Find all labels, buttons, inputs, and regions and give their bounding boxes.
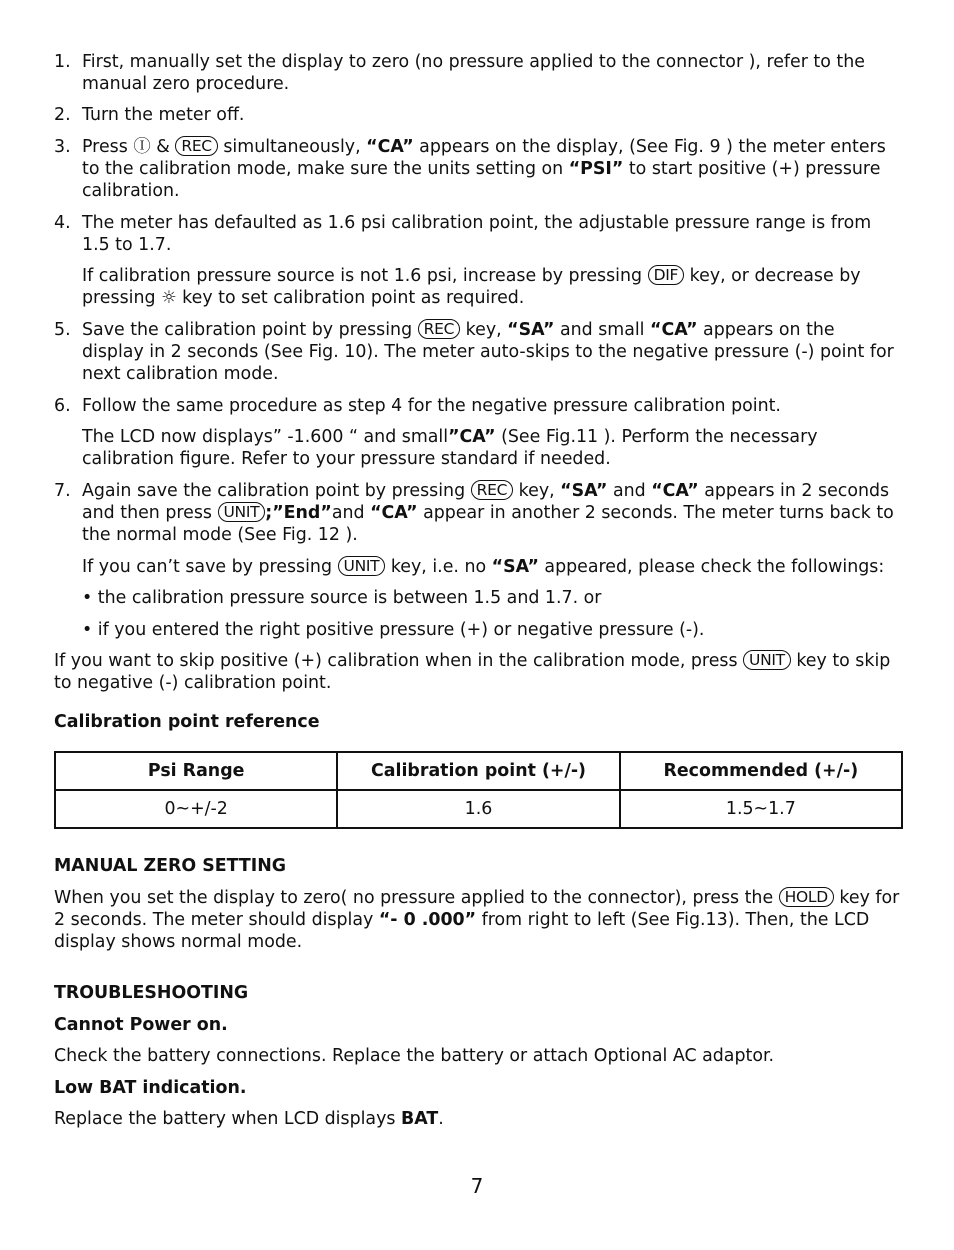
text-run: key, xyxy=(513,481,561,501)
rec-key-icon: REC xyxy=(471,480,514,500)
bold-text: “CA” xyxy=(366,137,414,157)
bold-text: “SA” xyxy=(560,481,608,501)
bold-text: “PSI” xyxy=(568,159,624,179)
table-header: Calibration point (+/-) xyxy=(337,752,619,790)
text-run: The LCD now displays” -1.600 “ and small xyxy=(82,427,449,447)
text-run: When you set the display to zero( no pressure applied to the connector), press the xyxy=(54,888,779,908)
table-cell: 1.5~1.7 xyxy=(620,790,902,828)
bold-text: “- 0 .000” xyxy=(378,910,477,930)
troubleshooting-heading: TROUBLESHOOTING xyxy=(54,983,249,1003)
text-run: If you want to skip positive (+) calibration when in the calibration mode, press xyxy=(54,651,744,671)
text-run: and small xyxy=(554,320,651,340)
text-run: . xyxy=(438,1109,444,1129)
text-run: appears on the display in 2 seconds (See Fig. 10). The meter auto-skips to the negative pressure (-) point for next calibration mode. xyxy=(82,320,894,384)
text-run: Replace the battery when LCD displays xyxy=(54,1109,401,1129)
text-run: appear in another 2 seconds. The meter turns back to the normal mode (See Fig. 12 ). xyxy=(82,503,894,545)
step-1 xyxy=(54,51,900,95)
step-number: 5. xyxy=(54,320,71,340)
step-4 xyxy=(54,212,900,256)
text-run: (See Fig.11 ). Perform the necessary calibration figure. Refer to your pressure standard if needed. xyxy=(82,427,818,469)
backlight-key-icon: ☼ xyxy=(161,288,177,308)
bat-heading: Low BAT indication. xyxy=(54,1078,247,1098)
step-text: Follow the same procedure as step 4 for the negative pressure calibration point. xyxy=(82,396,781,416)
text-run: key, or decrease by pressing xyxy=(82,266,861,308)
step-number: 7. xyxy=(54,481,71,501)
bold-text: ;”End” xyxy=(265,503,332,523)
bold-text: “CA” xyxy=(651,481,699,501)
power-text: Check the battery connections. Replace the battery or attach Optional AC adaptor. xyxy=(54,1046,775,1066)
step-text: Turn the meter off. xyxy=(82,105,245,125)
table-header: Psi Range xyxy=(55,752,337,790)
text-run: & xyxy=(150,137,176,157)
text-run: If calibration pressure source is not 1.6 psi, increase by pressing xyxy=(82,266,648,286)
text-run: Again save the calibration point by pressing xyxy=(82,481,471,501)
step-number: 4. xyxy=(54,213,71,233)
step-number: 1. xyxy=(54,52,71,72)
step-2 xyxy=(54,104,900,126)
step-4-note xyxy=(82,265,900,309)
bold-text: “CA” xyxy=(370,503,418,523)
unit-key-icon: UNIT xyxy=(743,650,791,670)
step-number: 2. xyxy=(54,105,71,125)
text-run: appeared, please check the followings: xyxy=(538,557,885,577)
text-run: appears in 2 seconds and then press xyxy=(82,481,890,523)
table-cell: 0~+/-2 xyxy=(55,790,337,828)
text-run: and xyxy=(607,481,652,501)
step-7-note xyxy=(82,556,900,578)
step-6 xyxy=(54,395,900,417)
step-text: First, manually set the display to zero (no pressure applied to the connector ), refer to the manual zero procedure. xyxy=(82,52,865,94)
step-text: The meter has defaulted as 1.6 psi calibration point, the adjustable pressure range is from 1.5 to 1.7. xyxy=(82,213,872,255)
check-bullet: • if you entered the right positive pressure (+) or negative pressure (-). xyxy=(82,620,705,640)
step-3 xyxy=(54,136,900,202)
power-key-icon: Ⓘ xyxy=(133,137,151,157)
text-run: key to set calibration point as required. xyxy=(176,288,525,308)
bold-text: ”CA” xyxy=(448,427,496,447)
step-number: 6. xyxy=(54,396,71,416)
calibration-heading: Calibration point reference xyxy=(54,712,320,732)
text-run: and xyxy=(331,503,371,523)
bold-text: “CA” xyxy=(650,320,698,340)
power-heading: Cannot Power on. xyxy=(54,1015,228,1035)
manual-zero-heading: MANUAL ZERO SETTING xyxy=(54,856,287,876)
skip-paragraph xyxy=(54,650,900,694)
text-run: Press xyxy=(82,137,134,157)
text-run: simultaneously, xyxy=(217,137,367,157)
text-run: appears on the display, (See Fig. 9 ) the meter enters to the calibration mode, make sure the units setting on xyxy=(82,137,886,179)
check-bullet: • the calibration pressure source is between 1.5 and 1.7. or xyxy=(82,588,602,608)
hold-key-icon: HOLD xyxy=(779,887,834,907)
text-run: Save the calibration point by pressing xyxy=(82,320,418,340)
calibration-table xyxy=(54,751,903,829)
step-6-note xyxy=(82,426,900,470)
text-run: If you can’t save by pressing xyxy=(82,557,338,577)
unit-key-icon: UNIT xyxy=(338,556,386,576)
step-text xyxy=(82,136,900,202)
text-run: from right to left (See Fig.13). Then, the LCD display shows normal mode. xyxy=(54,910,870,952)
step-text xyxy=(82,480,900,546)
manual-zero-paragraph xyxy=(54,887,900,953)
bat-text xyxy=(54,1108,900,1130)
page-number: 7 xyxy=(470,1174,484,1198)
table-cell: 1.6 xyxy=(337,790,619,828)
rec-key-icon: REC xyxy=(175,136,218,156)
text-run: key for 2 seconds. The meter should display xyxy=(54,888,900,930)
unit-key-icon: UNIT xyxy=(218,502,266,522)
table-header-row xyxy=(55,752,902,790)
bold-text: “SA” xyxy=(491,557,539,577)
rec-key-icon: REC xyxy=(418,319,461,339)
step-number: 3. xyxy=(54,137,71,157)
bold-text: “SA” xyxy=(507,320,555,340)
text-run: key, i.e. no xyxy=(385,557,492,577)
step-text xyxy=(82,319,900,385)
bold-text: BAT xyxy=(400,1109,439,1129)
text-run: to start positive (+) pressure calibration. xyxy=(82,159,881,201)
text-run: key to skip to negative (-) calibration point. xyxy=(54,651,891,693)
step-7 xyxy=(54,480,900,546)
text-run: key, xyxy=(460,320,508,340)
table-header: Recommended (+/-) xyxy=(620,752,902,790)
table-row xyxy=(55,790,902,828)
dif-key-icon: DIF xyxy=(648,265,685,285)
step-5 xyxy=(54,319,900,385)
